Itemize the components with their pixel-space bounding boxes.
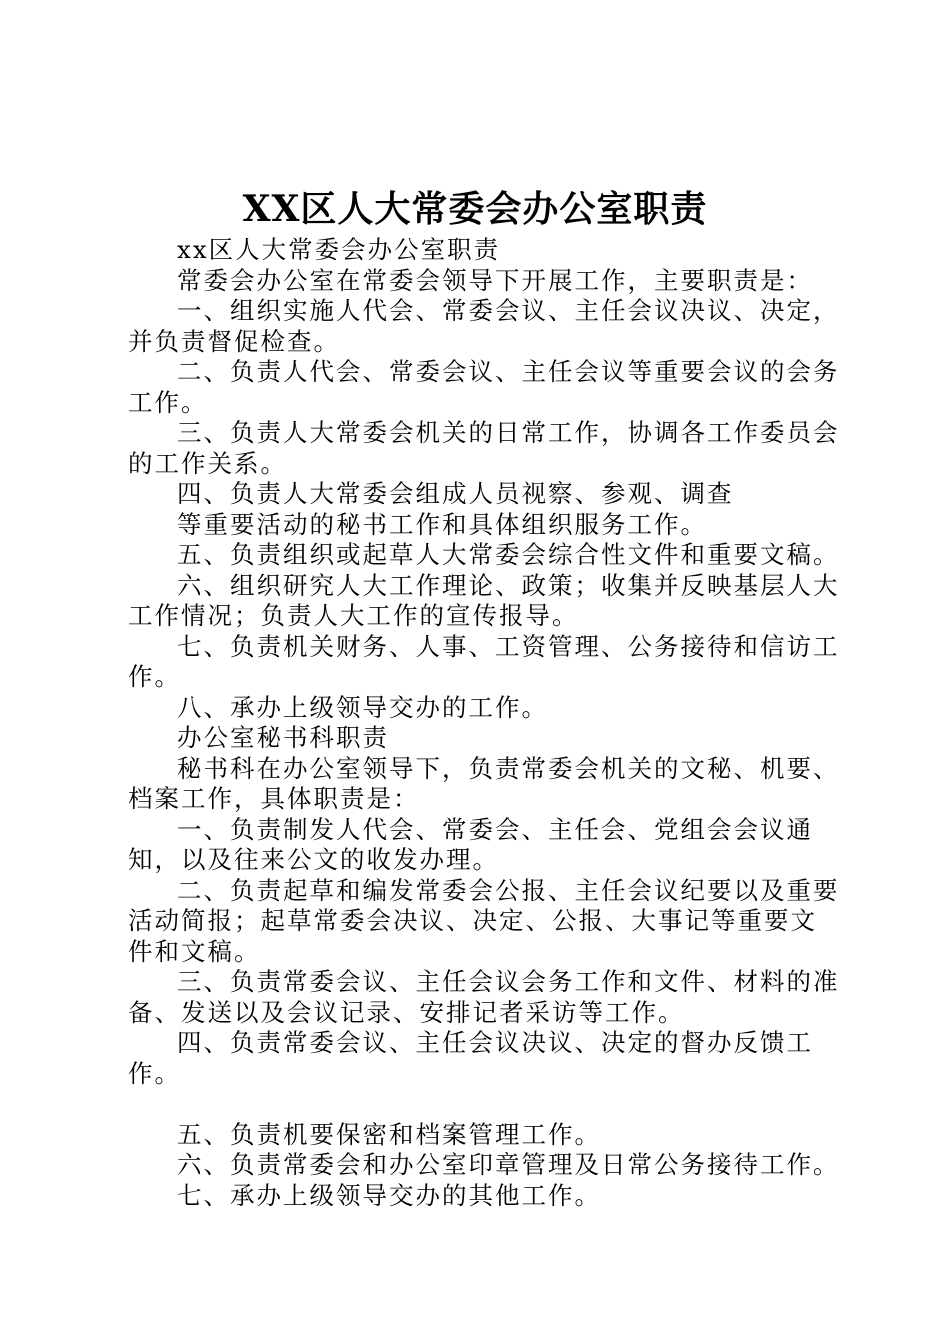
paragraph: 三、负责常委会议、主任会议会务工作和文件、材料的准备、发送以及会议记录、安排记者采访等工作。: [128, 967, 840, 1027]
paragraph: 秘书科在办公室领导下，负责常委会机关的文秘、机要、档案工作，具体职责是：: [128, 753, 840, 813]
paragraph: 六、组织研究人大工作理论、政策；收集并反映基层人大工作情况；负责人大工作的宣传报导。: [128, 570, 840, 630]
paragraph: 四、负责人大常委会组成人员视察、参观、调查: [177, 479, 734, 508]
paragraph: 五、负责组织或起草人大常委会综合性文件和重要文稿。: [177, 540, 840, 569]
paragraph: 五、负责机要保密和档案管理工作。: [177, 1119, 601, 1149]
blank-line: [128, 1089, 842, 1120]
paragraph: 八、承办上级领导交办的工作。: [177, 692, 548, 722]
section-heading: 办公室秘书科职责: [177, 723, 389, 752]
paragraph: 一、组织实施人代会、常委会议、主任会议决议、决定，并负责督促检查。: [128, 296, 840, 356]
paragraph: 三、负责人大常委会机关的日常工作，协调各工作委员会的工作关系。: [128, 418, 840, 478]
paragraph: 七、承办上级领导交办的其他工作。: [177, 1180, 601, 1210]
paragraph: 七、负责机关财务、人事、工资管理、公务接待和信访工作。: [128, 631, 840, 691]
paragraph: 二、负责人代会、常委会议、主任会议等重要会议的会务工作。: [128, 357, 840, 417]
paragraph: 二、负责起草和编发常委会公报、主任会议纪要以及重要活动简报；起草常委会决议、决定、公报、大事记等重要文件和文稿。: [128, 875, 840, 966]
document-title: XX区人大常委会办公室职责: [242, 188, 708, 230]
paragraph: 一、负责制发人代会、常委会、主任会、党组会会议通知，以及往来公文的收发办理。: [128, 814, 813, 874]
document-body: [128, 235, 842, 1211]
paragraph: 等重要活动的秘书工作和具体组织服务工作。: [177, 509, 707, 539]
paragraph: 六、负责常委会和办公室印章管理及日常公务接待工作。: [177, 1150, 840, 1179]
paragraph: 四、负责常委会议、主任会议决议、决定的督办反馈工作。: [128, 1028, 813, 1088]
paragraph: 常委会办公室在常委会领导下开展工作，主要职责是：: [177, 265, 813, 295]
paragraph: xx区人大常委会办公室职责: [177, 235, 501, 264]
